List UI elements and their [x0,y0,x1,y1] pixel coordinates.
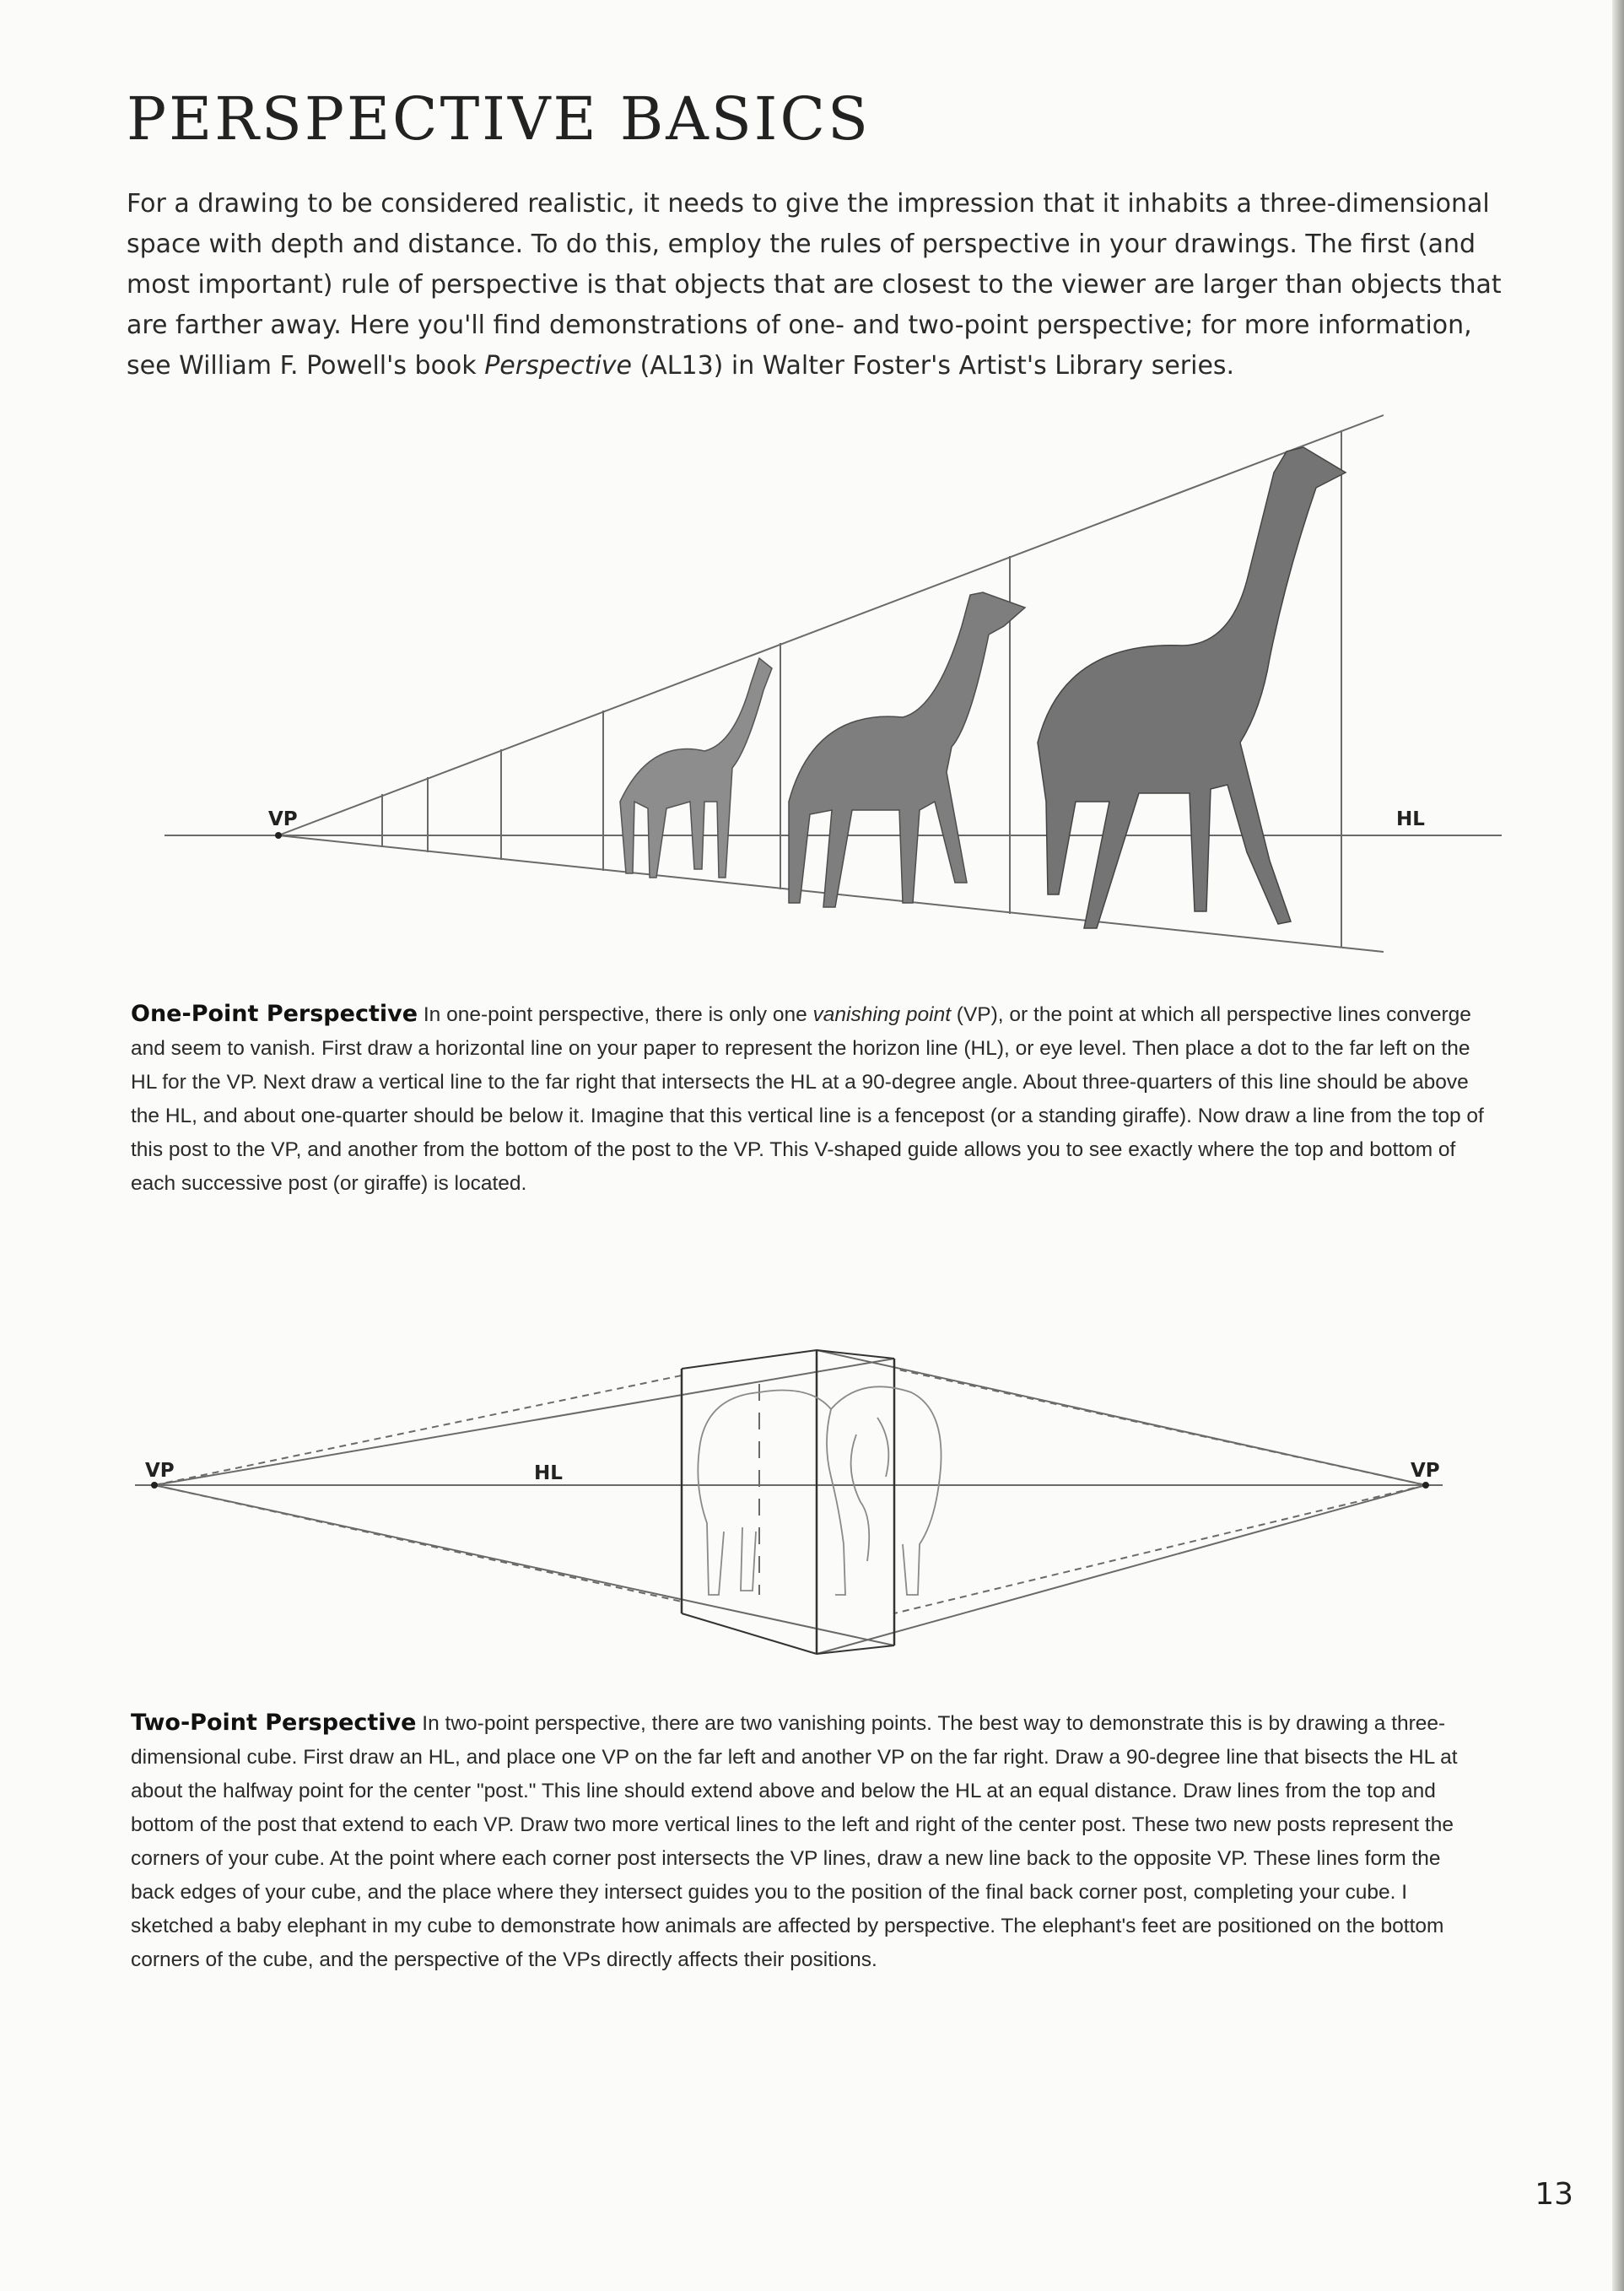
left-vp-line-back-top [154,1375,682,1485]
hl-label-2: HL [534,1462,563,1484]
right-vp-line-bottom [817,1485,1426,1654]
vp-right-label: VP [1411,1460,1440,1482]
giraffe-large [1038,447,1346,928]
two-point-figure [0,1316,1624,1679]
intro-paragraph [127,184,1502,386]
vp-left-label: VP [145,1460,175,1482]
vanishing-point-dot [275,832,282,839]
one-point-text-1: In one-point perspective, there is only one [418,1003,813,1026]
one-point-figure [0,405,1624,962]
giraffe-medium [789,592,1025,907]
one-point-heading: One-Point Perspective [131,1001,418,1027]
cube-bottom-right-edge [817,1645,894,1654]
page-edge [1612,0,1624,2291]
vanishing-point-term: vanishing point [812,1003,951,1026]
intro-text-1: For a drawing to be considered realistic, it needs to give the impression that it inhabits a three-dimensional space with depth and distance. To do this, employ the rules of perspective in your drawings. The first (and most important) rule of perspective is that objects that are closest to the viewer are larger than objects that are farther away. Here you'll find demonstrations of one- and two-point perspective; for more information, see William F. Powell's book [127,189,1502,381]
two-point-heading: Two-Point Perspective [131,1710,417,1736]
cube-top-left-edge [682,1350,817,1369]
page-title: PERSPECTIVE BASICS [127,84,871,154]
cube-top-right-edge [817,1350,894,1359]
left-vp-line-top [154,1359,894,1485]
right-vp-line-back-bottom [894,1485,1426,1613]
giraffe-small [620,658,772,878]
cube-bottom-left-edge [682,1613,817,1654]
one-point-caption [131,997,1489,1201]
left-vp-line-bottom [154,1485,894,1645]
one-point-diagram [0,405,1624,962]
elephant-sketch [698,1386,941,1595]
vp-label: VP [268,808,298,830]
book-title: Perspective [484,351,633,381]
intro-text-2: (AL13) in Walter Foster's Artist's Library series. [632,351,1235,381]
two-point-diagram [0,1316,1624,1679]
two-point-text: In two-point perspective, there are two vanishing points. The best way to demonstrate this is by drawing a three-dimensional cube. First draw an HL, and place one VP on the far left and another VP on the far right. Draw a 90-degree line that bisects the HL at about the halfway point for the center "post." This line should extend above and below the HL at an equal distance. Draw lines from the top and bottom of the post that extend to each VP. Draw two more vertical lines to the left and right of the center post. These two new posts represent the corners of your cube. At the point where each corner post intersects the VP lines, draw a new line back to the opposite VP. These lines form the back edges of your cube, and the place where they intersect guides you to the position of the final back corner post, completing your cube. I sketched a baby elephant in my cube to demonstrate how animals are affected by perspective. The elephant's feet are positioned on the bottom corners of the cube, and the perspective of the VPs directly affects their positions. [131,1712,1458,1971]
one-point-text-2: (VP), or the point at which all perspective lines converge and seem to vanish. First draw a horizontal line on your paper to represent the horizon line (HL), or eye level. Then place a dot to the far left on the HL for the VP. Next draw a vertical line to the far right that intersects the HL at a 90-degree angle. About three-quarters of this line should be above the HL, and about one-quarter should be below it. Imagine that this vertical line is a fencepost (or a standing giraffe). Now draw a line from the top of this post to the VP, and another from the bottom of the post to the VP. This V-shaped guide allows you to see exactly where the top and bottom of each successive post (or giraffe) is located. [131,1003,1484,1195]
left-vp-dot [151,1482,158,1489]
page-number: 13 [1535,2177,1573,2212]
two-point-caption [131,1706,1489,1977]
right-vp-dot [1422,1482,1429,1489]
hl-label: HL [1396,808,1425,830]
